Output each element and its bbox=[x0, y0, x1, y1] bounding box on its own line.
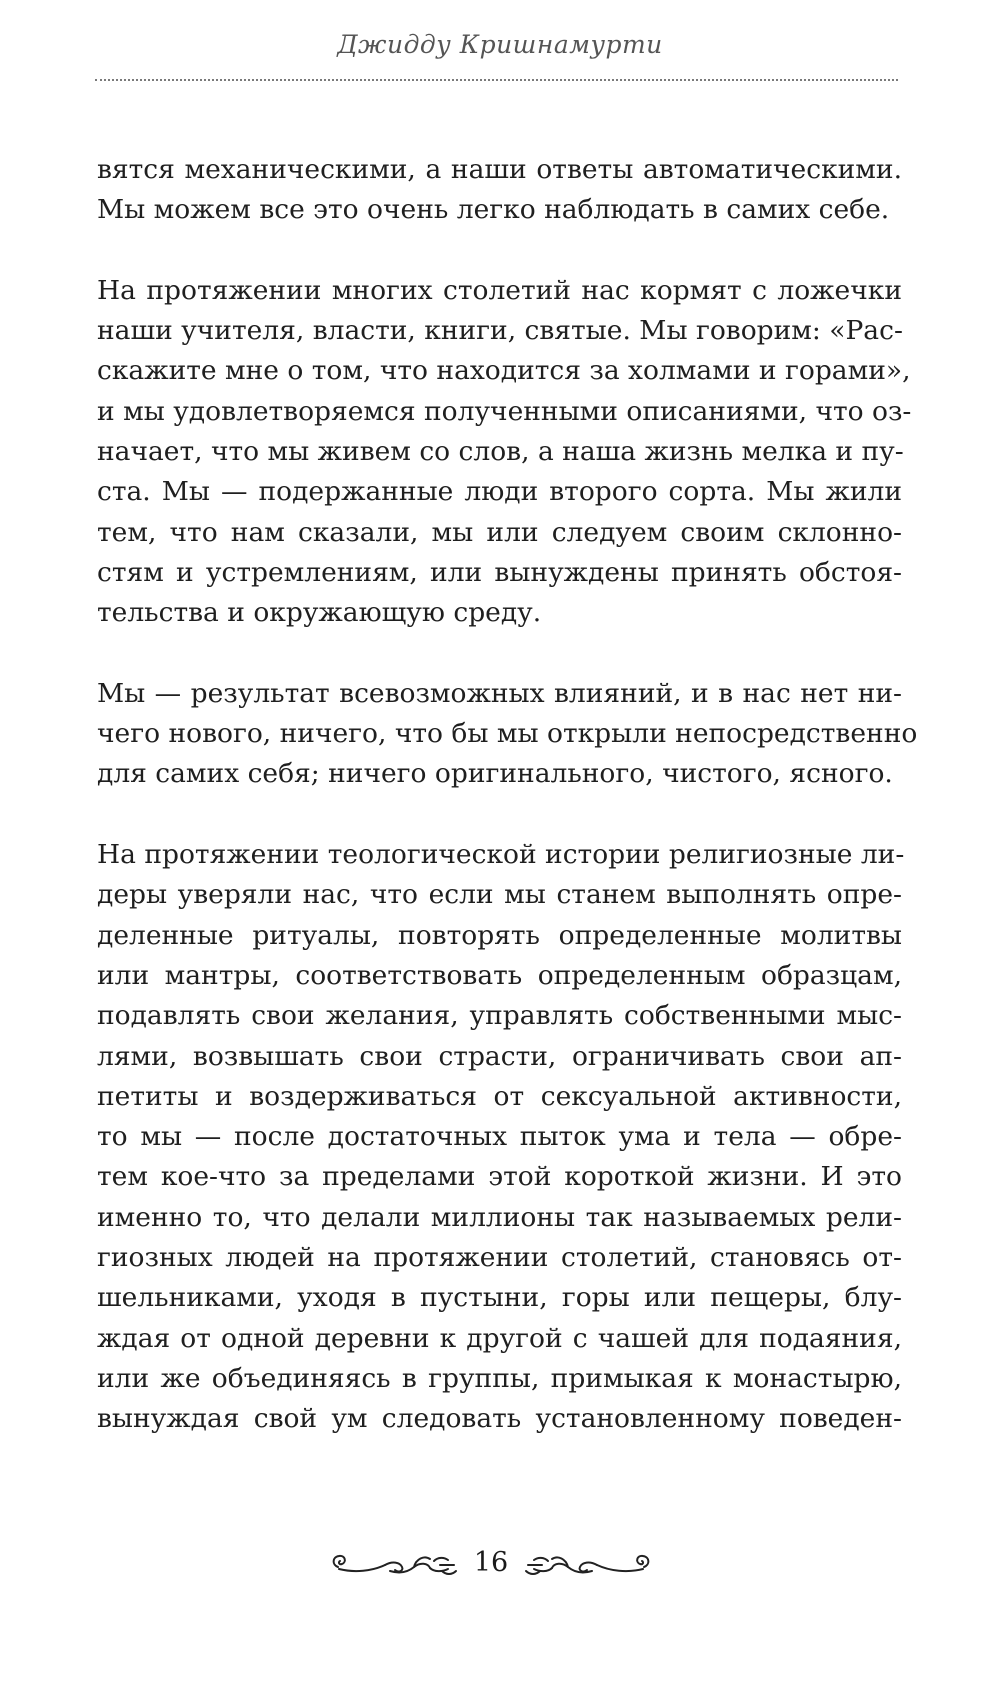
text-line: стям и устремлениям, или вынуждены принять обстоя- bbox=[97, 556, 902, 588]
text-line: начает, что мы живем со слов, а наша жизнь мелка и пу- bbox=[97, 436, 904, 468]
text-line: или же объединяясь в группы, примыкая к монастырю, bbox=[97, 1362, 902, 1394]
body-text bbox=[97, 150, 918, 1440]
text-line: именно то, что делали миллионы так называемых рели- bbox=[97, 1201, 902, 1233]
text-line: и мы удовлетворяемся полученными описаниями, что оз- bbox=[97, 395, 912, 427]
text-line: вынуждая свой ум следовать установленному поведен- bbox=[97, 1403, 902, 1435]
text-line: тем кое-что за пределами этой короткой жизни. И это bbox=[97, 1161, 902, 1193]
header-dotted-rule bbox=[95, 79, 898, 81]
text-line: гиозных людей на протяжении столетий, становясь от- bbox=[97, 1242, 902, 1274]
text-line: тельства и окружающую среду. bbox=[97, 597, 542, 629]
text-line: наши учителя, власти, книги, святые. Мы говорим: «Рас- bbox=[97, 315, 903, 347]
text-line: подавлять свои желания, управлять собственными мыс- bbox=[97, 1000, 902, 1032]
text-line: На протяжении многих столетий нас кормят с ложечки bbox=[97, 274, 902, 306]
running-title: Джидду Кришнамурти bbox=[337, 30, 663, 59]
paragraph bbox=[97, 835, 905, 1439]
text-line: чего нового, ничего, что бы мы открыли непосредственно bbox=[97, 718, 918, 750]
text-line: тем, что нам сказали, мы или следуем своим склонно- bbox=[97, 516, 902, 548]
text-line: вятся механическими, а наши ответы автоматическими. bbox=[97, 154, 902, 185]
text-line: петиты и воздерживаться от сексуальной активности, bbox=[97, 1080, 902, 1112]
flourish-ornament-right-icon bbox=[522, 1545, 652, 1581]
text-line: лями, возвышать свои страсти, ограничивать свои ап- bbox=[97, 1040, 902, 1072]
text-line: ста. Мы — подержанные люди второго сорта. Мы жили bbox=[97, 476, 902, 508]
text-line: шельниками, уходя в пустыни, горы или пещеры, блу- bbox=[97, 1282, 902, 1314]
paragraph bbox=[97, 674, 918, 795]
page-footer bbox=[0, 1535, 1000, 1595]
page-number: 16 bbox=[473, 1547, 509, 1578]
text-line: деленные ритуалы, повторять определенные молитвы bbox=[97, 919, 902, 951]
text-line: деры уверяли нас, что если мы станем выполнять опре- bbox=[97, 879, 902, 911]
text-line: Мы — результат всевозможных влияний, и в нас нет ни- bbox=[97, 677, 902, 709]
paragraph bbox=[97, 271, 912, 634]
text-line: для самих себя; ничего оригинального, чистого, ясного. bbox=[97, 758, 893, 790]
text-line: то мы — после достаточных пыток ума и тела — обре- bbox=[97, 1121, 902, 1153]
text-line: На протяжении теологической истории религиозные ли- bbox=[97, 839, 905, 871]
text-line: или мантры, соответствовать определенным образцам, bbox=[97, 959, 902, 991]
text-line: ждая от одной деревни к другой с чашей для подаяния, bbox=[97, 1322, 902, 1354]
paragraph bbox=[97, 150, 902, 231]
text-line: скажите мне о том, что находится за холмами и горами», bbox=[97, 355, 911, 387]
flourish-ornament-left-icon bbox=[330, 1545, 460, 1581]
text-line: Мы можем все это очень легко наблюдать в самих себе. bbox=[97, 194, 890, 226]
